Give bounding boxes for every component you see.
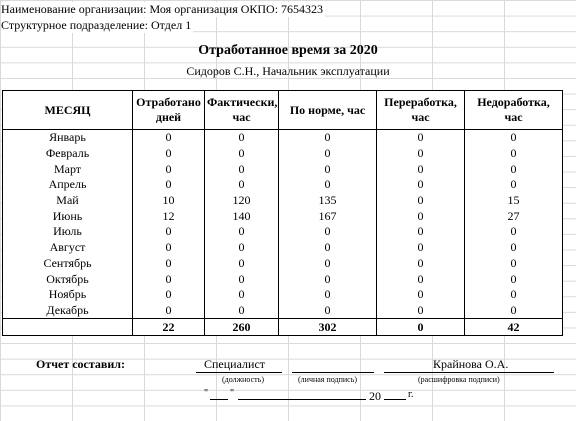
position-caption: (должность) [222,375,264,384]
days-cell[interactable]: 0 [133,303,205,319]
organization-value: Моя организация ОКПО: 7654323 [149,2,324,16]
shortfall-cell[interactable]: 15 [465,193,563,209]
overtime-cell[interactable]: 0 [377,240,465,256]
shortfall-cell[interactable]: 0 [465,271,563,287]
overtime-cell[interactable]: 0 [377,177,465,193]
norm-cell[interactable]: 135 [279,193,377,209]
overtime-cell[interactable]: 0 [377,146,465,162]
table-row [3,177,563,193]
date-month-underline [238,399,366,400]
overtime-cell[interactable]: 0 [377,161,465,177]
name-underline [384,372,554,373]
days-cell[interactable]: 0 [133,146,205,162]
norm-cell[interactable]: 0 [279,287,377,303]
date-suffix: г. [408,389,414,400]
month-cell[interactable]: Январь [3,130,133,146]
shortfall-cell[interactable]: 0 [465,287,563,303]
overtime-cell[interactable]: 0 [377,303,465,319]
month-cell[interactable]: Июнь [3,208,133,224]
month-cell[interactable]: Октябрь [3,271,133,287]
shortfall-cell[interactable]: 0 [465,146,563,162]
actual-cell[interactable]: 140 [205,208,279,224]
total-shortfall-cell[interactable]: 42 [465,319,563,336]
table-row [3,193,563,209]
table-header-row [3,91,563,130]
table-row [3,271,563,287]
month-cell[interactable]: Апрель [3,177,133,193]
month-cell[interactable]: Февраль [3,146,133,162]
days-cell[interactable]: 10 [133,193,205,209]
days-cell[interactable]: 0 [133,177,205,193]
actual-cell[interactable]: 0 [205,177,279,193]
compiled-by-label: Отчет составил: [36,357,126,371]
norm-cell[interactable]: 0 [279,271,377,287]
norm-cell[interactable]: 0 [279,177,377,193]
month-cell[interactable]: Ноябрь [3,287,133,303]
total-days-cell[interactable]: 22 [133,319,205,336]
days-cell[interactable]: 0 [133,287,205,303]
shortfall-cell[interactable]: 0 [465,224,563,240]
month-cell[interactable]: Март [3,161,133,177]
totals-label-cell[interactable] [3,319,133,336]
report-title: Отработанное время за 2020 [198,43,378,58]
table-row [3,130,563,146]
month-cell[interactable]: Июль [3,224,133,240]
overtime-cell[interactable]: 0 [377,224,465,240]
total-actual-cell[interactable]: 260 [205,319,279,336]
shortfall-cell[interactable]: 0 [465,240,563,256]
column-header-month[interactable]: МЕСЯЦ [3,91,133,130]
position-underline [196,372,282,373]
norm-cell[interactable]: 0 [279,256,377,272]
month-cell[interactable]: Сентябрь [3,256,133,272]
norm-cell[interactable]: 0 [279,303,377,319]
table-row [3,287,563,303]
table-row [3,240,563,256]
actual-cell[interactable]: 0 [205,130,279,146]
signature-underline [292,372,374,373]
norm-cell[interactable]: 0 [279,146,377,162]
table-row [3,161,563,177]
date-year: 20 [369,389,381,403]
column-header-shortfall[interactable]: Недоработка, час [465,91,563,130]
norm-cell[interactable]: 0 [279,224,377,240]
compiler-position: Специалист [204,357,266,371]
overtime-cell[interactable]: 0 [377,193,465,209]
days-cell[interactable]: 0 [133,271,205,287]
date-quote-close: " [230,388,235,399]
overtime-cell[interactable]: 0 [377,208,465,224]
days-cell[interactable]: 0 [133,240,205,256]
norm-cell[interactable]: 0 [279,161,377,177]
table-row [3,224,563,240]
shortfall-cell[interactable]: 0 [465,256,563,272]
date-quote-open: " [204,388,209,399]
days-cell[interactable]: 0 [133,130,205,146]
month-cell[interactable]: Май [3,193,133,209]
shortfall-cell[interactable]: 0 [465,161,563,177]
worktime-table [2,90,563,336]
norm-cell[interactable]: 167 [279,208,377,224]
actual-cell[interactable]: 0 [205,287,279,303]
column-header-overtime[interactable]: Переработка, час [377,91,465,130]
organization-line [1,2,325,17]
shortfall-cell[interactable]: 0 [465,177,563,193]
table-row [3,208,563,224]
organization-label: Наименование организации: [1,2,147,16]
department-label: Структурное подразделение: [1,18,149,32]
actual-cell[interactable]: 0 [205,271,279,287]
column-header-days[interactable]: Отработано дней [133,91,205,130]
actual-cell[interactable]: 120 [205,193,279,209]
table-row [3,146,563,162]
date-year-underline [384,399,406,400]
signature-caption: (личная подпись) [298,375,358,384]
column-header-norm[interactable]: По норме, час [279,91,377,130]
overtime-cell[interactable]: 0 [377,256,465,272]
days-cell[interactable]: 12 [133,208,205,224]
column-header-actual[interactable]: Фактически, час [205,91,279,130]
compiler-name: Крайнова О.А. [433,357,509,371]
month-cell[interactable]: Декабрь [3,303,133,319]
days-cell[interactable]: 0 [133,161,205,177]
shortfall-cell[interactable]: 0 [465,303,563,319]
overtime-cell[interactable]: 0 [377,287,465,303]
actual-cell[interactable]: 0 [205,256,279,272]
month-cell[interactable]: Август [3,240,133,256]
department-line [1,18,193,33]
table-row [3,303,563,319]
totals-row [3,319,563,336]
total-overtime-cell[interactable]: 0 [377,319,465,336]
decode-caption: (расшифровка подписи) [418,375,500,384]
shortfall-cell[interactable]: 27 [465,208,563,224]
actual-cell[interactable]: 0 [205,303,279,319]
actual-cell[interactable]: 0 [205,146,279,162]
shortfall-cell[interactable]: 0 [465,130,563,146]
table-row [3,256,563,272]
total-norm-cell[interactable]: 302 [279,319,377,336]
actual-cell[interactable]: 0 [205,161,279,177]
date-day-underline [210,399,228,400]
department-value: Отдел 1 [151,18,192,32]
actual-cell[interactable]: 0 [205,240,279,256]
overtime-cell[interactable]: 0 [377,130,465,146]
report-subtitle: Сидоров С.Н., Начальник эксплуатации [186,64,390,78]
overtime-cell[interactable]: 0 [377,271,465,287]
norm-cell[interactable]: 0 [279,240,377,256]
norm-cell[interactable]: 0 [279,130,377,146]
actual-cell[interactable]: 0 [205,224,279,240]
days-cell[interactable]: 0 [133,224,205,240]
days-cell[interactable]: 0 [133,256,205,272]
